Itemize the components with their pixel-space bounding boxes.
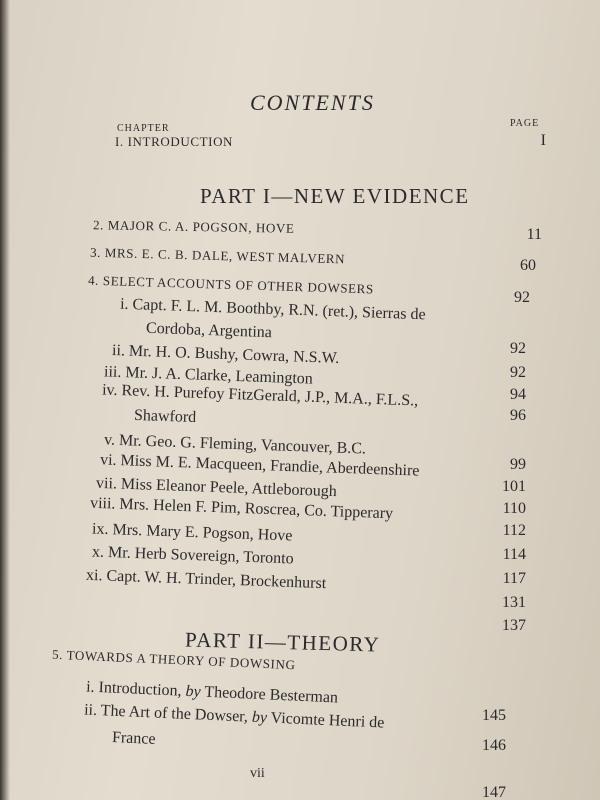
sub-entry-v-page: 99	[510, 456, 526, 473]
part2-heading: PART II—THEORY	[184, 627, 381, 657]
sub-entry-i-cont: Cordoba, Argentina	[145, 319, 273, 342]
sub-entry-ii: ii. Mr. H. O. Bushy, Cowra, N.S.W.	[111, 342, 340, 367]
sub-entry-xi: xi. Capt. W. H. Trinder, Brockenhurst	[85, 566, 327, 593]
chapter-4-page: 92	[514, 289, 530, 306]
chapter-3-label: 3. MRS. E. C. B. DALE, WEST MALVERN	[89, 244, 346, 267]
sub-entry-iii: iii. Mr. J. A. Clarke, Leamington	[103, 363, 314, 388]
part1-extra-page: 137	[502, 617, 526, 634]
chapter-column-header: CHAPTER	[117, 123, 170, 134]
part2-sub-entry-i-author: Theodore Besterman	[200, 683, 339, 707]
intro-chapter-label: I. INTRODUCTION	[115, 134, 234, 149]
sub-entry-iii-page: 94	[510, 386, 526, 403]
sub-entry-vii: vii. Miss Eleanor Peele, Attleborough	[95, 474, 338, 501]
part1-heading: PART I—NEW EVIDENCE	[200, 184, 470, 208]
page-edge-shadow	[0, 0, 10, 800]
part2-sub-entry-i-page: 145	[482, 707, 506, 724]
part2-sub-entry-ii-cont: France	[111, 729, 156, 748]
sub-entry-viii-page: 112	[502, 522, 526, 539]
chapter-3-page: 60	[520, 257, 536, 274]
chapter-2-label: 2. MAJOR C. A. POGSON, HOVE	[92, 217, 295, 236]
sub-entry-x-page: 117	[502, 570, 526, 587]
part2-sub-entry-ii-author: Vicomte Henri de	[266, 709, 385, 732]
part2-sub-entry-i-text: i. Introduction,	[85, 678, 186, 700]
sub-entry-iv: iv. Rev. H. Purefoy FitzGerald, J.P., M.A., F.L.S.,	[101, 381, 419, 410]
sub-entry-x: x. Mr. Herb Sovereign, Toronto	[91, 543, 294, 568]
sub-entry-ix-page: 114	[502, 546, 526, 563]
sub-entry-vii-page: 110	[502, 500, 526, 517]
page-column-header: PAGE	[510, 118, 540, 129]
chapter-4-label: 4. SELECT ACCOUNTS OF OTHER DOWSERS	[87, 272, 375, 297]
contents-title: CONTENTS	[250, 90, 375, 115]
sub-entry-iv-page: 96	[510, 407, 526, 424]
part2-last-page: 147	[482, 784, 506, 800]
intro-page-number: I	[540, 132, 546, 149]
sub-entry-i: i. Capt. F. L. M. Boothby, R.N. (ret.), Sierras de	[119, 295, 426, 324]
part2-sub-entry-i-by: by	[185, 682, 202, 701]
sub-entry-v: v. Mr. Geo. G. Fleming, Vancouver, B.C.	[103, 431, 367, 458]
sub-entry-iv-cont: Shawford	[133, 406, 197, 427]
sub-entry-vi: vi. Miss M. E. Macqueen, Frandie, Aberdeenshire	[99, 451, 420, 480]
chapter-5-label: 5. TOWARDS A THEORY OF DOWSING	[51, 646, 296, 673]
part2-sub-entry-ii	[84, 701, 385, 732]
sub-entry-vi-page: 101	[502, 478, 526, 495]
sub-entry-viii: viii. Mrs. Helen F. Pim, Roscrea, Co. Tipperary	[89, 494, 394, 523]
sub-entry-xi-page: 131	[502, 594, 526, 611]
chapter-2-page: 11	[526, 226, 542, 243]
sub-entry-ix: ix. Mrs. Mary E. Pogson, Hove	[91, 520, 293, 545]
sub-entry-ii-page: 92	[510, 364, 526, 381]
part2-sub-entry-ii-page: 146	[482, 737, 506, 754]
part2-sub-entry-ii-text: ii. The Art of the Dowser,	[83, 701, 253, 726]
folio-number: vii	[250, 766, 265, 781]
sub-entry-i-page: 92	[510, 340, 526, 357]
part2-sub-entry-ii-by: by	[251, 708, 268, 727]
